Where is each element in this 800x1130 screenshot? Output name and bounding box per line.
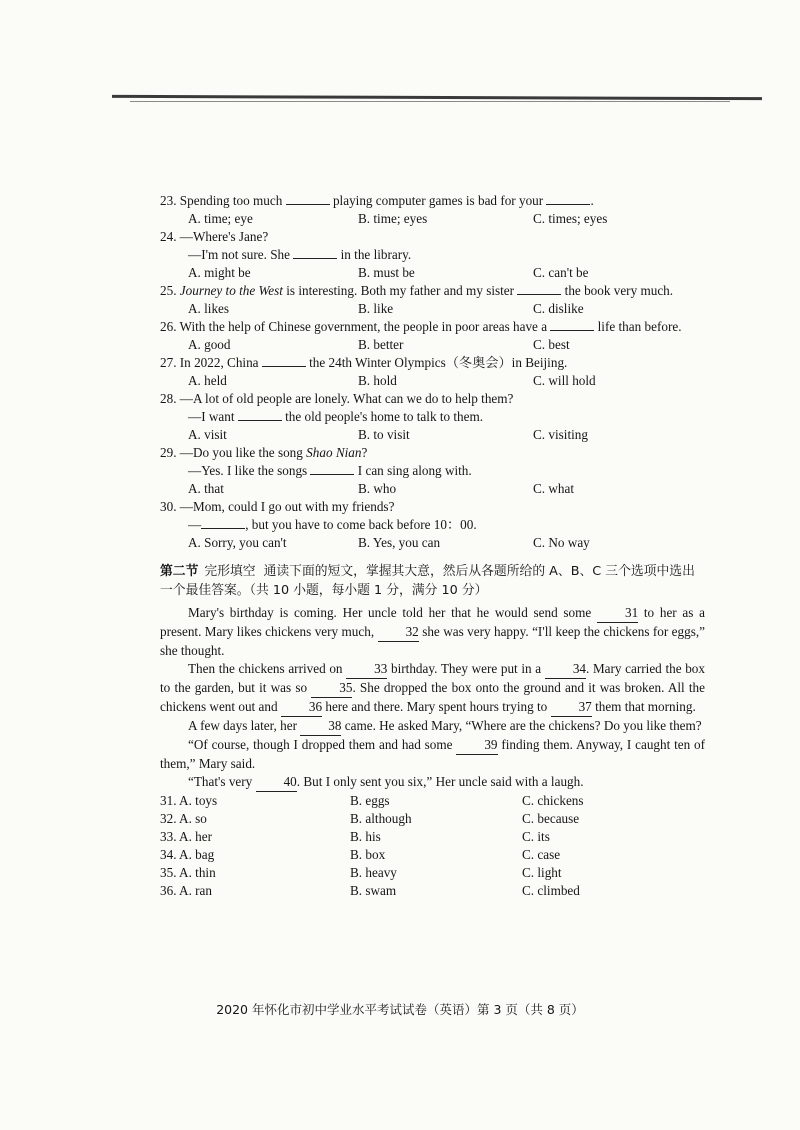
cloze-option-row: 36. A. ran B. swam C. climbed <box>160 883 580 898</box>
cloze-option-row: 33. A. her B. his C. its <box>160 829 550 844</box>
cloze-passage <box>160 604 705 792</box>
question-27: 27. In 2022, China the 24th Winter Olympics（冬奥会）in Beijing. A. held B. hold C. will hold <box>160 355 596 388</box>
question-28: 28. —A lot of old people are lonely. What can we do to help them? —I want the old people's home to talk to them. A. visit B. to visit C. visiting <box>160 391 588 442</box>
header-rule-thin <box>130 101 730 102</box>
question-29: 29. —Do you like the song Shao Nian? —Yes. I like the songs I can sing along with. A. that B. who C. what <box>160 445 575 496</box>
passage-paragraph-1: Mary's birthday is coming. Her uncle told her that he would send some 31 to her as a present. Mary likes chickens very much, 32 she was very happy. “I'll keep the chickens for eggs,” she thought. <box>160 605 706 658</box>
cloze-option-row: 32. A. so B. although C. because <box>160 811 580 826</box>
question-25: 25. Journey to the West is interesting. Both my father and my sister the book very much. A. likes B. like C. dislike <box>160 283 674 316</box>
passage-paragraph-3: A few days later, her 38 came. He asked Mary, “Where are the chickens? Do you like them? <box>160 717 705 736</box>
section-heading: 第二节 完形填空 通读下面的短文，掌握其大意，然后从各题所给的 A、B、C 三个选项中选出一个最佳答案。（共 10 小题，每小题 1 分，满分 10 分） <box>160 564 695 598</box>
passage-paragraph-4: “Of course, though I dropped them and had some 39 finding them. Anyway, I caught ten of them,” Mary said. <box>160 737 705 771</box>
question-30: 30. —Mom, could I go out with my friends? — , but you have to come back before 10：00. A. Sorry, you can't B. Yes, you can C. No way <box>160 499 590 550</box>
cloze-option-row: 31. A. toys B. eggs C. chickens <box>160 793 584 808</box>
cloze-options <box>160 792 705 900</box>
question-24: 24. —Where's Jane? —I'm not sure. She in the library. A. might be B. must be C. can't be <box>160 229 589 280</box>
question-23: 23. Spending too much playing computer games is bad for your . A. time; eye B. time; eyes C. times; eyes <box>160 193 608 226</box>
passage-paragraph-5: “That's very 40. But I only sent you six,” Her uncle said with a laugh. <box>160 773 705 792</box>
header-rule <box>112 95 762 100</box>
passage-paragraph-2: Then the chickens arrived on 33 birthday. They were put in a 34. Mary carried the box to the garden, but it was so 35. She dropped the box onto the ground and it was broken. All the chickens went out and 36 here and there. Mary spent hours trying to 37 them that morning. <box>160 660 705 717</box>
question-26: 26. With the help of Chinese government, the people in poor areas have a life than before. A. good B. better C. best <box>160 319 682 352</box>
cloze-option-row: 34. A. bag B. box C. case <box>160 847 561 862</box>
exam-content <box>160 192 705 900</box>
page-footer: 2020 年怀化市初中学业水平考试试卷（英语）第 3 页（共 8 页） <box>216 1002 584 1017</box>
cloze-option-row: 35. A. thin B. heavy C. light <box>160 865 562 880</box>
